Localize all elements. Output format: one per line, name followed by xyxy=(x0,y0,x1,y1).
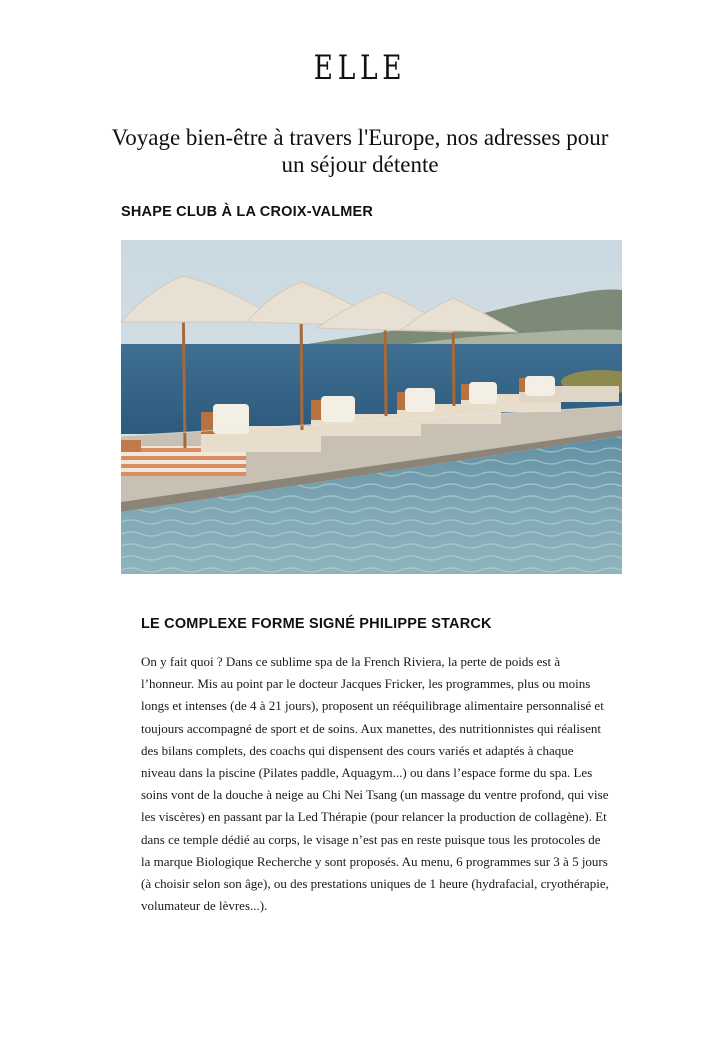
article-body: On y fait quoi ? Dans ce sublime spa de la French Riviera, la perte de poids est à l’honneur. Mis au point par le docteur Jacques Fricker, les programmes, plus ou moins longs et intenses (de 4 à 21 jours), proposent un rééquilibrage alimentaire personnalisé et toujours accompagné de sport et de soins. Aux manettes, des nutritionnistes qui réalisent des bilans complets, des coachs qui dispensent des cours variés et adaptés à chaque niveau dans la piscine (Pilates paddle, Aquagym...) ou dans l’espace forme du spa. Les soins vont de la douche à neige au Chi Nei Tsang (un massage du ventre profond, qui vise les viscères) en passant par la Led Thérapie (pour relancer la production de collagène). Et dans ce temple dédié au corps, le visage n’est pas en reste puisque tous les protocoles de la marque Biologique Recherche y sont proposés. Au menu, 6 programmes sur 3 à 5 jours (à choisir selon son âge), ou des prestations uniques de 1 heure (hydrafacial, cryothérapie, volumateur de lèvres...). xyxy=(141,654,609,914)
section-heading: SHAPE CLUB À LA CROIX-VALMER xyxy=(121,204,374,220)
article-title: Voyage bien-être à travers l'Europe, nos adresses pour un séjour détente xyxy=(111,125,609,177)
elle-logo[interactable]: ELLE xyxy=(313,48,407,88)
resort-pool-photo xyxy=(121,240,622,574)
sub-heading: LE COMPLEXE FORME SIGNÉ PHILIPPE STARCK xyxy=(141,616,492,632)
